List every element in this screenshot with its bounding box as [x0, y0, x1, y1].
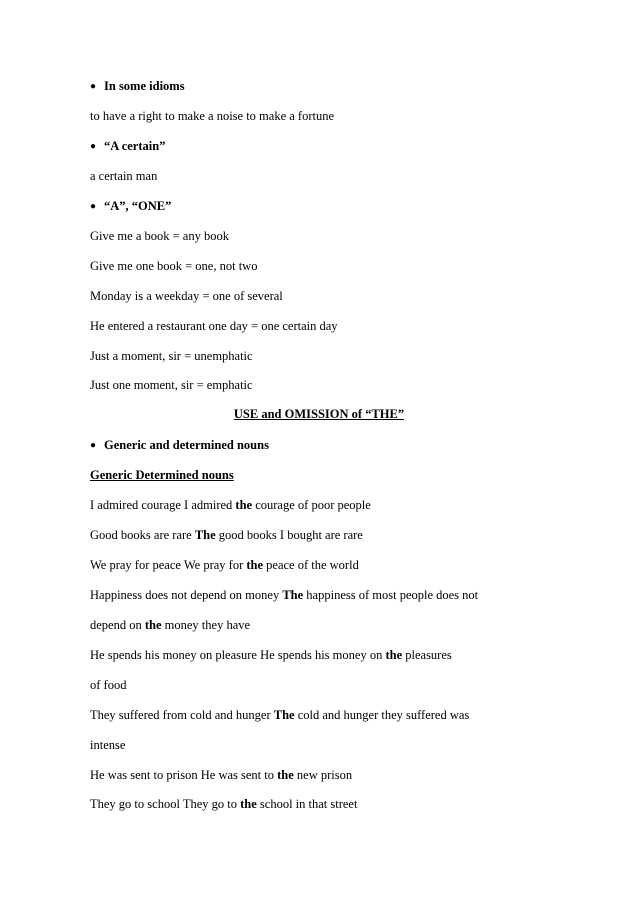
subheading: Generic Determined nouns [90, 468, 234, 482]
example-line: Monday is a weekday = one of several [90, 289, 283, 303]
bullet-icon: ● [90, 440, 97, 451]
example-line: He was sent to prison He was sent to the new prison [90, 768, 353, 782]
bullet-heading-generic: ● Generic and determined nouns [90, 438, 269, 452]
example-line: We pray for peace We pray for the peace of the world [90, 558, 359, 572]
example-line: intense [90, 738, 126, 752]
bullet-icon: ● [90, 81, 97, 92]
example-line: Happiness does not depend on money The happiness of most people does not [90, 588, 479, 602]
example-line: Just a moment, sir = unemphatic [90, 349, 253, 363]
example-line: They go to school They go to the school in that street [90, 797, 358, 811]
bullet-heading-a-one: ● “A”, “ONE” [90, 199, 172, 213]
example-line: of food [90, 678, 127, 692]
bullet-icon: ● [90, 201, 97, 212]
example-line: a certain man [90, 169, 158, 183]
section-title: USE and OMISSION of “THE” [233, 407, 405, 421]
bullet-heading-idioms: ● In some idioms [90, 79, 185, 93]
example-line: Good books are rare The good books I bought are rare [90, 528, 363, 542]
bullet-heading-a-certain: ● “A certain” [90, 139, 166, 153]
example-line: depend on the money they have [90, 618, 251, 632]
bullet-icon: ● [90, 141, 97, 152]
example-line: He spends his money on pleasure He spends his money on the pleasures [90, 648, 452, 662]
example-line: I admired courage I admired the courage of poor people [90, 498, 371, 512]
example-line: Give me one book = one, not two [90, 259, 258, 273]
example-line: Give me a book = any book [90, 229, 229, 243]
example-line: to have a right to make a noise to make a fortune [90, 109, 335, 123]
example-line: He entered a restaurant one day = one certain day [90, 319, 338, 333]
example-line: They suffered from cold and hunger The cold and hunger they suffered was [90, 708, 470, 722]
example-line: Just one moment, sir = emphatic [90, 378, 253, 392]
